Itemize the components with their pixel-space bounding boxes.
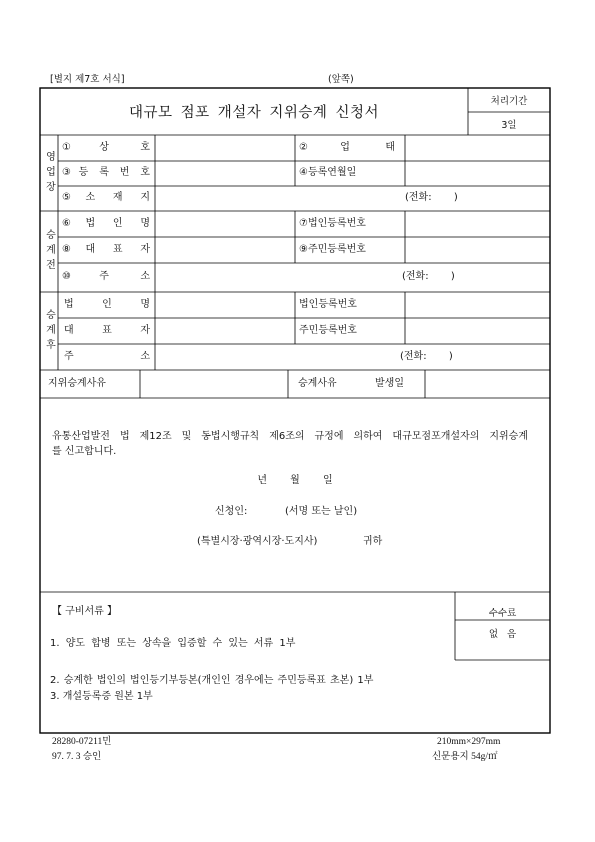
label-succession-reason-date-2: 발생일 [375, 378, 404, 389]
form-number: [별지 제7호 서식] [50, 74, 125, 85]
label-before-phone: (전화: ) [402, 271, 455, 282]
document-item: 2. 승계한 법인의 법인등기부등본(개인인 경우에는 주민등록표 초본) 1부 [50, 675, 374, 686]
label-location: ⑤소 재 지 [62, 192, 150, 203]
label-before-address: ⑩주 소 [62, 271, 150, 282]
page-side: (앞쪽) [328, 74, 354, 85]
signature-note: (서명 또는 날인) [285, 506, 358, 517]
applicant-label: 신청인: [215, 506, 248, 517]
section-label-before-text: 승계전 [43, 229, 55, 274]
footer-code: 28280-07211민 [52, 737, 112, 747]
label-before-resident-number: ⑨주민등록번호 [299, 244, 366, 255]
label-registration-number: ③등 록 번 호 [62, 167, 150, 178]
fee-value: 없 음 [488, 629, 517, 640]
section-label-after [40, 292, 58, 370]
label-after-phone: (전화: ) [400, 351, 453, 362]
section-label-after-text: 승계후 [43, 308, 55, 354]
addressee: (특별시장·광역시장·도지사) [197, 536, 318, 547]
fee-label: 수수료 [488, 608, 517, 619]
label-before-corporation-number: ⑦법인등록번호 [299, 218, 366, 229]
label-after-address: 주 소 [64, 351, 150, 362]
label-trade-name: ①상 호 [62, 142, 150, 153]
section-label-business-text: 영업장 [43, 150, 55, 196]
footer-approval: 97. 7. 3 승인 [52, 752, 102, 762]
declaration-line-1: 유통산업발전 법 제12조 및 동법시행규칙 제6조의 규정에 의하여 대규모점포개설자의 지위승계 [52, 431, 528, 442]
processing-period-value: 3일 [501, 119, 517, 131]
footer-paper-type: 신문용지 54g/㎡ [432, 752, 498, 762]
declaration-line-2: 를 신고합니다. [52, 446, 117, 457]
footer-paper-size: 210mm×297mm [437, 737, 501, 747]
label-before-corporation-name: ⑥법 인 명 [62, 218, 150, 229]
declaration-date: 년 월 일 [257, 475, 333, 486]
label-before-representative: ⑧대 표 자 [62, 244, 150, 255]
document-item: 3. 개설등록증 원본 1부 [50, 691, 153, 702]
label-succession-reason-date-1: 승계사유 [298, 378, 337, 389]
label-after-resident-number: 주민등록번호 [299, 325, 357, 336]
processing-period-label: 처리기간 [490, 96, 528, 107]
honorific: 귀하 [363, 536, 383, 547]
section-label-before [40, 211, 58, 292]
label-after-representative: 대 표 자 [64, 325, 150, 336]
document-item: 1. 양도 합병 또는 상속을 입증할 수 있는 서류 1부 [50, 638, 296, 649]
label-after-corporation-number: 법인등록번호 [299, 299, 357, 310]
label-registration-date: ④등록연월일 [299, 167, 357, 178]
label-after-corporation-name: 법 인 명 [64, 299, 150, 310]
label-business-phone: (전화: ) [405, 192, 458, 203]
form-title: 대규모 점포 개설자 지위승계 신청서 [128, 105, 380, 121]
label-succession-reason: 지위승계사유 [48, 378, 106, 389]
documents-heading: 【 구비서류 】 [52, 606, 117, 617]
label-business-type: ②업 태 [299, 142, 395, 153]
section-label-business [40, 135, 58, 211]
